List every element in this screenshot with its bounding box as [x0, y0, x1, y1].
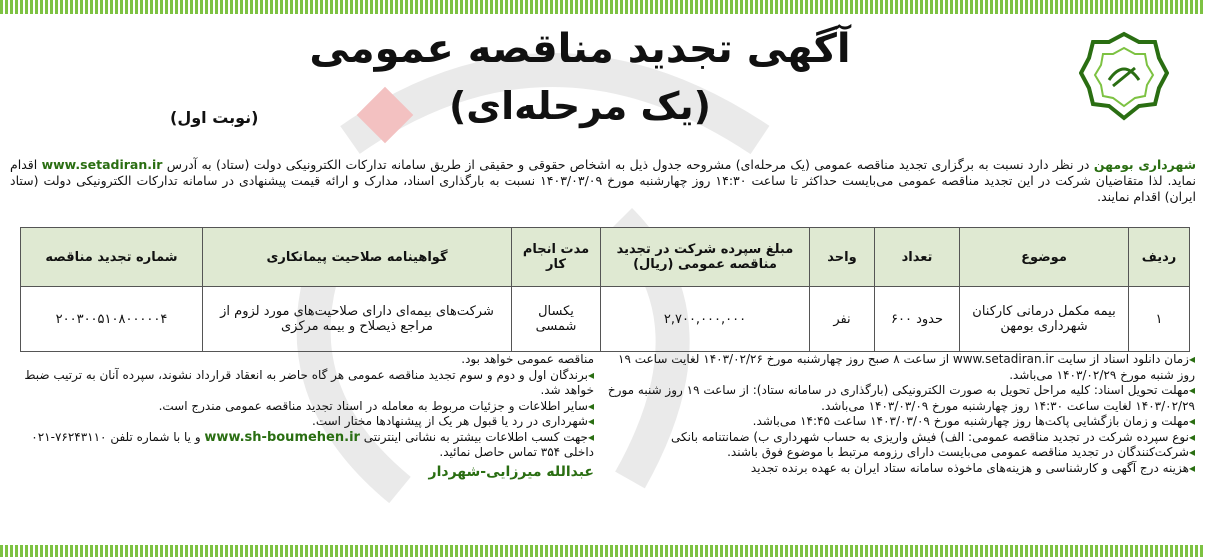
table-cell: ۲۰۰۳۰۰۵۱۰۸۰۰۰۰۰۴ [21, 287, 203, 352]
column-header: مبلغ سپرده شرکت در تجدید مناقصه عمومی (ریال) [601, 228, 810, 287]
bottom-decorative-stripe [0, 545, 1205, 557]
note-text: مهلت و زمان بازگشایی پاکت‌ها روز چهارشنبه مورخ ۱۴۰۳/۰۳/۰۹ ساعت ۱۴:۴۵ می‌باشد. [752, 414, 1189, 428]
municipality-website-link[interactable]: www.sh-boumehen.ir [204, 429, 360, 445]
note-text: شرکت‌کنندگان در تجدید مناقصه عمومی می‌بایست دارای رزومه مرتبط با موضوع فوق باشند. [727, 445, 1189, 459]
arrow-bullet-icon: ◂ [1188, 383, 1195, 397]
column-header: ردیف [1129, 228, 1190, 287]
setad-website-link[interactable]: www.setadiran.ir [41, 157, 163, 172]
arrow-bullet-icon: ◂ [587, 398, 594, 413]
table-cell: نفر [810, 287, 875, 352]
table-row [21, 287, 1190, 352]
top-decorative-stripe [0, 0, 1205, 14]
note-item [605, 461, 1195, 477]
note-text: هزینه درج آگهی و کارشناسی و هزینه‌های ماخوذه سامانه ستاد ایران به عهده برنده تجدید [750, 460, 1189, 475]
column-header: مدت انجام کار [512, 228, 601, 287]
note-text: شهرداری در رد یا قبول هر یک از پیشنهادها مختار است. [312, 414, 588, 428]
page-subtitle: (یک مرحله‌ای) [448, 84, 712, 128]
note-text: سایر اطلاعات و جزئیات مربوط به معامله در اسناد تجدید مناقصه عمومی مندرج است. [158, 398, 588, 413]
note-item [14, 414, 594, 430]
intro-paragraph [10, 157, 1196, 205]
tender-table [20, 227, 1190, 352]
contact-prefix: جهت کسب اطلاعات بیشتر به نشانی اینترنتی [359, 429, 588, 444]
contact-item [14, 430, 594, 461]
page-title: آگهی تجدید مناقصه عمومی [309, 26, 851, 72]
note-item [605, 383, 1195, 414]
note-text: نوع سپرده شرکت در تجدید مناقصه عمومی: الف) فیش واریزی به حساب شهرداری ب) ضمانتنامه بانکی [670, 429, 1189, 444]
note-text: زمان دانلود اسناد از سایت www.setadiran.ir از ساعت ۸ صبح روز چهارشنبه مورخ ۱۴۰۳/۰۲/۲۶ لغایت ساعت ۱۹ روز شنبه مورخ ۱۴۰۳/۰۲/۲۹ می‌باشد. [618, 352, 1195, 382]
note-continuation: مناقصه عمومی خواهد بود. [461, 352, 594, 366]
column-header: واحد [810, 228, 875, 287]
note-text: مهلت تحویل اسناد: کلیه مراحل تحویل به صورت الکترونیکی (بارگذاری در سامانه ستاد): از ساعت ۱۹ روز شنبه مورخ ۱۴۰۳/۰۲/۲۹ لغایت ساعت ۱۴:۳۰ روز چهارشنبه مورخ ۱۴۰۳/۰۳/۰۹ می‌باشد. [607, 383, 1195, 413]
table-cell: شرکت‌های بیمه‌ای دارای صلاحیت‌های مورد لزوم از مراجع ذیصلاح و بیمه مرکزی [203, 287, 512, 352]
organization-name: شهرداری بومهن [1093, 157, 1196, 172]
arrow-bullet-icon: ◂ [1188, 352, 1195, 366]
arrow-bullet-icon: ◂ [1188, 429, 1195, 444]
table-cell: ۱ [1129, 287, 1190, 352]
arrow-bullet-icon: ◂ [1188, 414, 1195, 428]
round-label: (نوبت اول) [170, 108, 259, 127]
table-cell: حدود ۶۰۰ [875, 287, 960, 352]
column-header: شماره تجدید مناقصه [21, 228, 203, 287]
notes-right-column [605, 352, 1195, 476]
column-header: موضوع [960, 228, 1129, 287]
table-cell: بیمه مکمل درمانی کارکنان شهرداری بومهن [960, 287, 1129, 352]
note-item [605, 352, 1195, 383]
column-header: تعداد [875, 228, 960, 287]
intro-text-part2: اقدام نماید. لذا متقاضیان شرکت در این تجدید مناقصه عمومی می‌بایست حداکثر تا ساعت ۱۴:۳۰ روز چهارشنبه مورخ ۱۴۰۳/۰۳/۰۹ نسبت به بارگذاری اسناد، مدارک و ارائه قیمت پیشنهادی در سامانه تدارکات الکترونیکی دولت (ستاد ایران) اقدام نمایند. [10, 157, 1196, 204]
arrow-bullet-icon: ◂ [587, 367, 594, 382]
note-item [14, 368, 594, 399]
arrow-bullet-icon: ◂ [587, 414, 594, 428]
municipality-logo-icon [1079, 28, 1169, 128]
arrow-bullet-icon: ◂ [1188, 445, 1195, 459]
note-item [605, 414, 1195, 430]
arrow-bullet-icon: ◂ [587, 429, 594, 444]
note-text: برندگان اول و دوم و سوم تجدید مناقصه عمومی هر گاه حاضر به انعقاد قرارداد نشوند، سپرده آنان به ترتیب ضبط خواهد شد. [24, 367, 594, 397]
arrow-bullet-icon: ◂ [1188, 460, 1195, 475]
note-item [14, 399, 594, 415]
note-item [605, 430, 1195, 446]
contact-suffix: و یا با شماره تلفن ۷۶۲۴۳۱۱۰-۰۲۱ داخلی ۳۵۴ تماس حاصل نمائید. [31, 429, 594, 459]
note-item [605, 445, 1195, 461]
notes-left-column [14, 352, 594, 480]
table-header-row [21, 228, 1190, 287]
column-header: گواهینامه صلاحیت پیمانکاری [203, 228, 512, 287]
intro-text-part1: در نظر دارد نسبت به برگزاری تجدید مناقصه عمومی (یک مرحله‌ای) مشروحه جدول ذیل به اشخاص حقوقی و حقیقی از طریق سامانه تدارکات الکترونیکی دولت (ستاد) به آدرس [162, 157, 1094, 172]
table-cell: یکسال شمسی [512, 287, 601, 352]
table-cell: ۲,۷۰۰,۰۰۰,۰۰۰ [601, 287, 810, 352]
signature: عبدالله میرزایی-شهردار [428, 463, 594, 480]
